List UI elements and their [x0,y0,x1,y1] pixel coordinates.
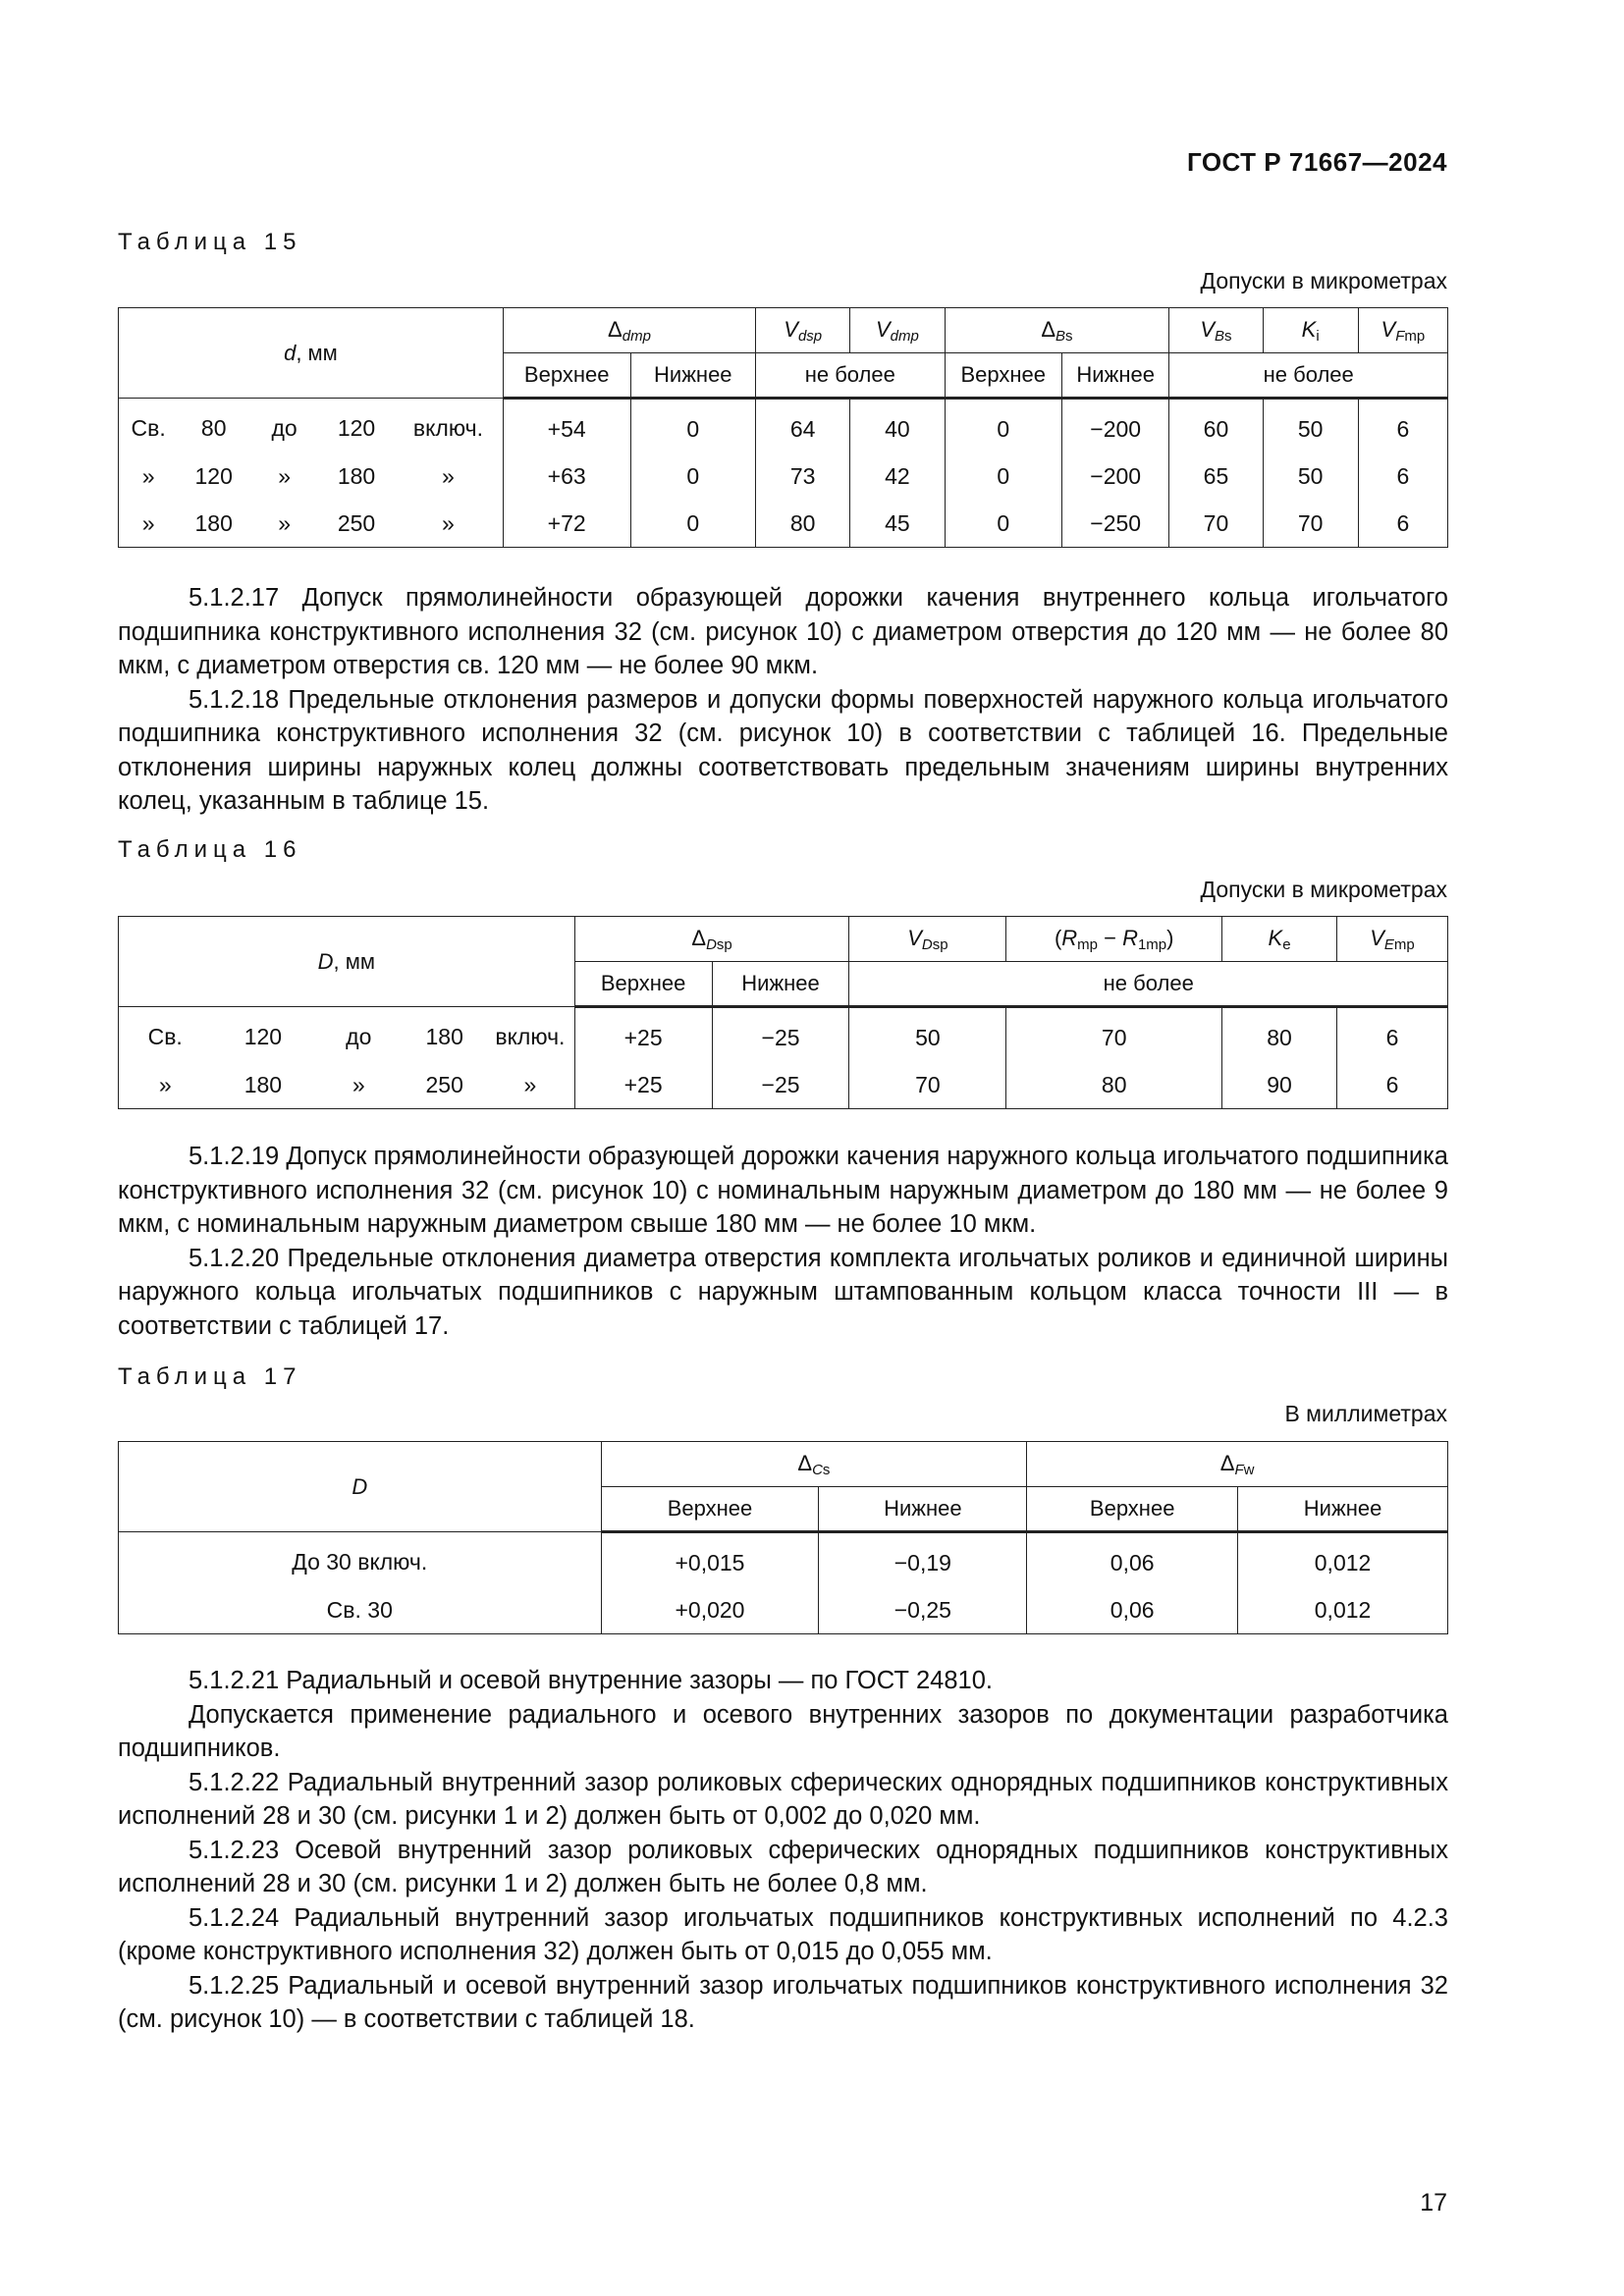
table15-col-vdsp: $V_{dsp}$ [756,308,850,353]
table-cell: » [314,1061,403,1109]
table-cell: −0,19 [819,1532,1027,1587]
table-cell: −250 [1062,500,1169,548]
table16-units: Допуски в микрометрах [1200,877,1447,902]
table15-col-bs: $\Delta_{Bs}$ [945,308,1169,353]
table-cell: 180 [425,1024,463,1049]
table-cell: до [271,415,298,441]
table-cell: 40 [850,399,945,454]
table-cell: 90 [1222,1061,1337,1109]
table17 [118,1441,1448,1634]
table-cell: −25 [712,1061,849,1109]
table-cell: 70 [1263,500,1358,548]
table-cell: 60 [1169,399,1263,454]
table-cell: » [119,1061,212,1109]
table-cell: 6 [1358,453,1447,500]
paragraph: 5.1.2.22 Радиальный внутренний зазор роликовых сферических однорядных подшипников конструктивных исполнений 28 и 30 (см. рисунки 1 и 2) должен быть от 0,002 до 0,020 мм. [118,1768,1448,1830]
table-cell: 70 [849,1061,1006,1109]
paragraph: 5.1.2.18 Предельные отклонения размеров и допуски формы поверхностей наружного кольца игольчатого подшипника конструктивного исполнения 32 (см. рисунок 10) в соответствии с таблицей 16. Предельные отклонения ширины наружных колец должны соответствовать предельным значениям ширины внутренних колец, указанным в таблице 15. [118,685,1448,815]
table17-lower-fw: Нижнее [1238,1487,1448,1532]
table15-caption: Таблица 15 [118,229,302,255]
table-cell: 6 [1358,399,1447,454]
table-cell: Св. [119,399,179,454]
table17-col-cs: $\Delta_{Cs}$ [601,1442,1027,1487]
table17-units: В миллиметрах [1284,1401,1447,1426]
table-cell: 45 [850,500,945,548]
table-cell: 180 [337,462,376,489]
table15-col-vbs: $V_{Bs}$ [1169,308,1263,353]
table-cell: » [486,1061,574,1109]
table16-not-more: не более [849,962,1448,1007]
table15-col-dmp: $\Delta_{dmp}$ [503,308,755,353]
table16-col-d: D, мм [119,917,575,1007]
table17-lower-cs: Нижнее [819,1487,1027,1532]
table-row [119,1061,1448,1109]
table-cell: 0,012 [1238,1586,1448,1634]
table-cell: 64 [756,399,850,454]
table-row [119,1532,1448,1587]
table15-col-vdmp: $V_{dmp}$ [850,308,945,353]
table-cell: 120 [194,462,233,489]
table-cell: +25 [574,1061,712,1109]
table-cell: +72 [503,500,630,548]
table16-upper: Верхнее [574,962,712,1007]
table-cell: 6 [1336,1061,1447,1109]
table-cell: До 30 включ. [119,1532,602,1587]
table-cell: 250 [403,1061,486,1109]
table15-units: Допуски в микрометрах [1200,268,1447,294]
table-cell: 0 [630,399,756,454]
table-row [119,1007,1448,1062]
table-cell: 120 [337,415,376,441]
table-cell: » [394,500,503,548]
table-row [119,1586,1448,1634]
table-cell: +0,020 [601,1586,819,1634]
table16-col-vemp: $V_{Emp}$ [1336,917,1447,962]
table-cell: 0,012 [1238,1532,1448,1587]
table16-col-dsp: $\Delta_{Dsp}$ [574,917,849,962]
table16-col-ke: $K_e$ [1222,917,1337,962]
table-cell: 80 [1222,1007,1337,1062]
table-cell: −0,25 [819,1586,1027,1634]
table-cell: 180 [211,1061,314,1109]
table-cell: −200 [1062,399,1169,454]
table-cell: включ. [486,1007,574,1062]
text-block-1 [118,581,1448,819]
table16-col-r: $(R_{mp} - R_{1mp})$ [1006,917,1222,962]
paragraph: 5.1.2.17 Допуск прямолинейности образующей дорожки качения внутреннего кольца игольчатого подшипника конструктивного исполнения 32 (см. рисунок 10) с диаметром отверстия до 120 мм — не более 80 мкм, с диаметром отверстия св. 120 мм — не более 90 мкм. [118,584,1448,679]
table-cell: Св. 30 [119,1586,602,1634]
table-cell: Св. [119,1007,212,1062]
table-row [119,453,1448,500]
table-cell: 80 [1006,1061,1222,1109]
text-block-2 [118,1140,1448,1343]
table-cell: 6 [1358,500,1447,548]
table-row [119,399,1448,454]
table-cell: 180 [178,500,249,548]
table-cell: 0 [630,453,756,500]
table-cell: 70 [1006,1007,1222,1062]
table-cell: 70 [1169,500,1263,548]
table-cell: 73 [756,453,850,500]
table-cell: 50 [849,1007,1006,1062]
table17-col-d: D [119,1442,602,1532]
table-cell: » [278,462,291,489]
table-cell: 80 [756,500,850,548]
document-code: ГОСТ Р 71667—2024 [1186,147,1447,177]
table-cell: 50 [1263,453,1358,500]
table-cell: −25 [712,1007,849,1062]
table16-caption: Таблица 16 [118,836,302,863]
table15-not-more-1: не более [756,353,945,399]
table-cell: +25 [574,1007,712,1062]
table15-not-more-2: не более [1169,353,1448,399]
table-cell: включ. [394,399,503,454]
table15-col-d: d, мм [119,308,504,399]
table17-col-fw: $\Delta_{Fw}$ [1027,1442,1448,1487]
table-cell: 50 [1263,399,1358,454]
table-cell: 42 [850,453,945,500]
paragraph: 5.1.2.21 Радиальный и осевой внутренние зазоры — по ГОСТ 24810. [189,1667,993,1694]
table15-lower-bs: Нижнее [1062,353,1169,399]
paragraph: 5.1.2.25 Радиальный и осевой внутренний зазор игольчатых подшипников конструктивного исполнения 32 (см. рисунок 10) — в соответствии с таблицей 18. [118,1971,1448,2033]
table-cell: 0 [630,500,756,548]
table15-lower-dmp: Нижнее [630,353,756,399]
table-cell: 250 [319,500,394,548]
table-cell: до [346,1024,372,1049]
paragraph: 5.1.2.24 Радиальный внутренний зазор игольчатых подшипников конструктивных исполнений по 4.2.3 (кроме конструктивного исполнения 32) должен быть от 0,015 до 0,055 мм. [118,1903,1448,1965]
table-cell: 0 [945,500,1062,548]
table-cell: » [119,500,179,548]
text-block-3 [118,1664,1448,2037]
table16 [118,916,1448,1109]
table-cell: −200 [1062,453,1169,500]
table-cell: +54 [503,399,630,454]
table-cell: +0,015 [601,1532,819,1587]
table-cell: » [119,453,179,500]
paragraph: Допускается применение радиального и осевого внутренних зазоров по документации разработчика подшипников. [118,1700,1448,1762]
table15-col-ki: $K_i$ [1263,308,1358,353]
paragraph: 5.1.2.20 Предельные отклонения диаметра отверстия комплекта игольчатых роликов и единичной ширины наружного кольца игольчатых подшипников с наружным штампованным кольцом класса точности III — в соответствии с таблицей 17. [118,1244,1448,1340]
table17-caption: Таблица 17 [118,1363,302,1390]
table15 [118,307,1448,548]
table-cell: 0 [945,399,1062,454]
table-cell: 120 [244,1024,283,1049]
table16-col-vdsp: $V_{Dsp}$ [849,917,1006,962]
table-cell: » [394,453,503,500]
table15-col-vfmp: $V_{Fmp}$ [1358,308,1447,353]
table17-upper-cs: Верхнее [601,1487,819,1532]
table-row [119,500,1448,548]
table-cell: » [249,500,319,548]
page-number: 17 [1420,2189,1447,2216]
paragraph: 5.1.2.23 Осевой внутренний зазор роликовых сферических однорядных подшипников конструктивных исполнений 28 и 30 (см. рисунки 1 и 2) должен быть не более 0,8 мм. [118,1836,1448,1897]
table-cell: 6 [1336,1007,1447,1062]
table15-upper-dmp: Верхнее [503,353,630,399]
table-cell: 80 [200,415,227,441]
table15-upper-bs: Верхнее [945,353,1062,399]
table-cell: 0,06 [1027,1586,1238,1634]
table16-lower: Нижнее [712,962,849,1007]
table-cell: 0,06 [1027,1532,1238,1587]
table17-upper-fw: Верхнее [1027,1487,1238,1532]
table-cell: 0 [945,453,1062,500]
table-cell: +63 [503,453,630,500]
table-cell: 65 [1169,453,1263,500]
paragraph: 5.1.2.19 Допуск прямолинейности образующей дорожки качения наружного кольца игольчатого подшипника конструктивного исполнения 32 (см. рисунок 10) с номинальным наружным диаметром до 180 мм — не более 9 мкм, с номинальным наружным диаметром свыше 180 мм — не более 10 мкм. [118,1143,1448,1238]
